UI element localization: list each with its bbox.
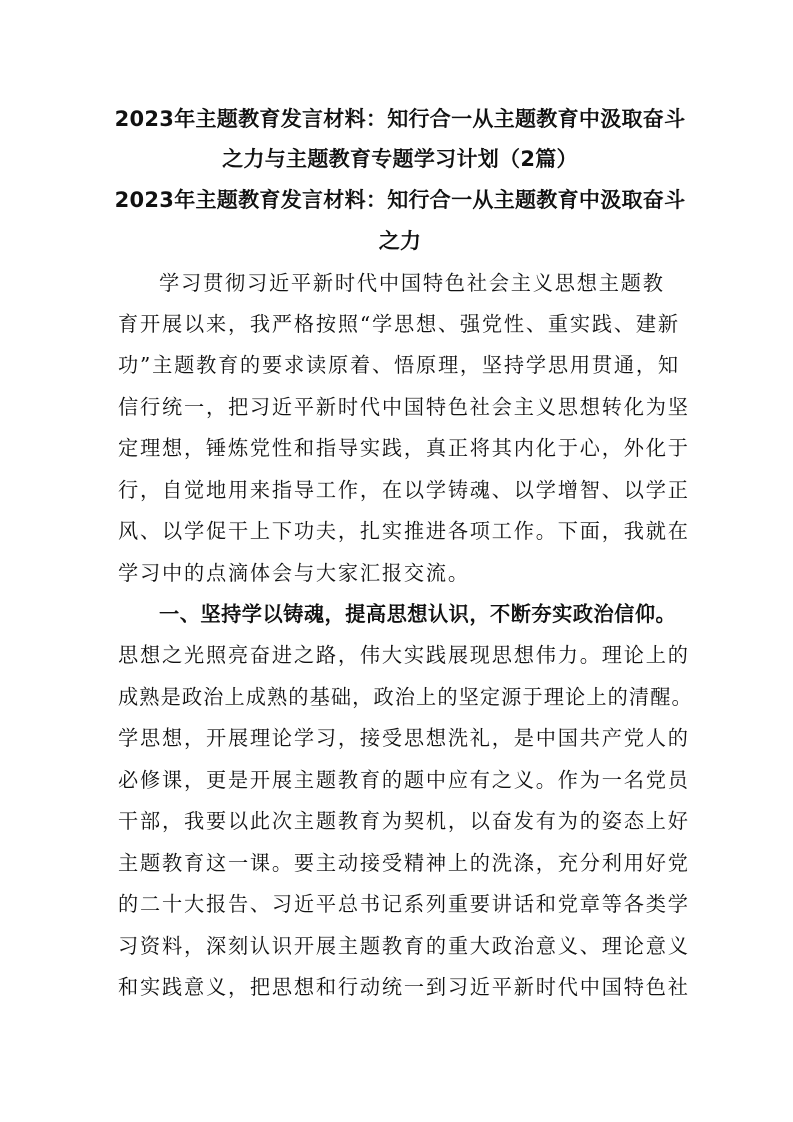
document-title-line-1: 2023年主题教育发言材料：知行合一从主题教育中汲取奋斗 <box>114 107 686 131</box>
paragraph-1-line: 风、以学促干上下功夫，扎实推进各项工作。下面，我就在 <box>118 519 690 543</box>
paragraph-2-line: 主题教育这一课。要主动接受精神上的洗涤，充分利用好党 <box>118 851 690 875</box>
paragraph-2-line: 思想之光照亮奋进之路，伟大实践展现思想伟力。理论上的 <box>118 643 690 667</box>
document-title-line-2: 之力与主题教育专题学习计划（2篇） <box>222 147 578 171</box>
paragraph-2-line: 学思想，开展理论学习，接受思想洗礼，是中国共产党人的 <box>118 726 690 750</box>
paragraph-2-line: 的二十大报告、习近平总书记系列重要讲话和党章等各类学 <box>118 892 690 916</box>
section-title-line-1: 2023年主题教育发言材料：知行合一从主题教育中汲取奋斗 <box>114 188 686 212</box>
paragraph-1-line: 学习贯彻习近平新时代中国特色社会主义思想主题教 <box>159 271 665 295</box>
paragraph-2-line: 成熟是政治上成熟的基础，政治上的坚定源于理论上的清醒。 <box>118 685 693 709</box>
paragraph-1-line: 行，自觉地用来指导工作，在以学铸魂、以学增智、以学正 <box>118 478 690 502</box>
paragraph-2-line: 和实践意义，把思想和行动统一到习近平新时代中国特色社 <box>118 975 690 999</box>
paragraph-2-line: 必修课，更是开展主题教育的题中应有之义。作为一名党员 <box>118 768 690 792</box>
paragraph-2-line: 干部，我要以此次主题教育为契机，以奋发有为的姿态上好 <box>118 809 690 833</box>
paragraph-1-line: 学习中的点滴体会与大家汇报交流。 <box>118 561 470 585</box>
section-1-heading: 一、坚持学以铸魂，提高思想认识，不断夯实政治信仰。 <box>159 602 677 626</box>
paragraph-1-line: 定理想，锤炼党性和指导实践，真正将其内化于心，外化于 <box>118 436 690 460</box>
paragraph-1-line: 育开展以来，我严格按照“学思想、强党性、重实践、建新 <box>118 312 680 336</box>
section-title-line-2: 之力 <box>378 229 422 253</box>
paragraph-2-line: 习资料，深刻认识开展主题教育的重大政治意义、理论意义 <box>118 934 690 958</box>
paragraph-1-line: 信行统一，把习近平新时代中国特色社会主义思想转化为坚 <box>118 395 690 419</box>
paragraph-1-line: 功”主题教育的要求读原着、悟原理，坚持学思用贯通，知 <box>118 353 680 377</box>
